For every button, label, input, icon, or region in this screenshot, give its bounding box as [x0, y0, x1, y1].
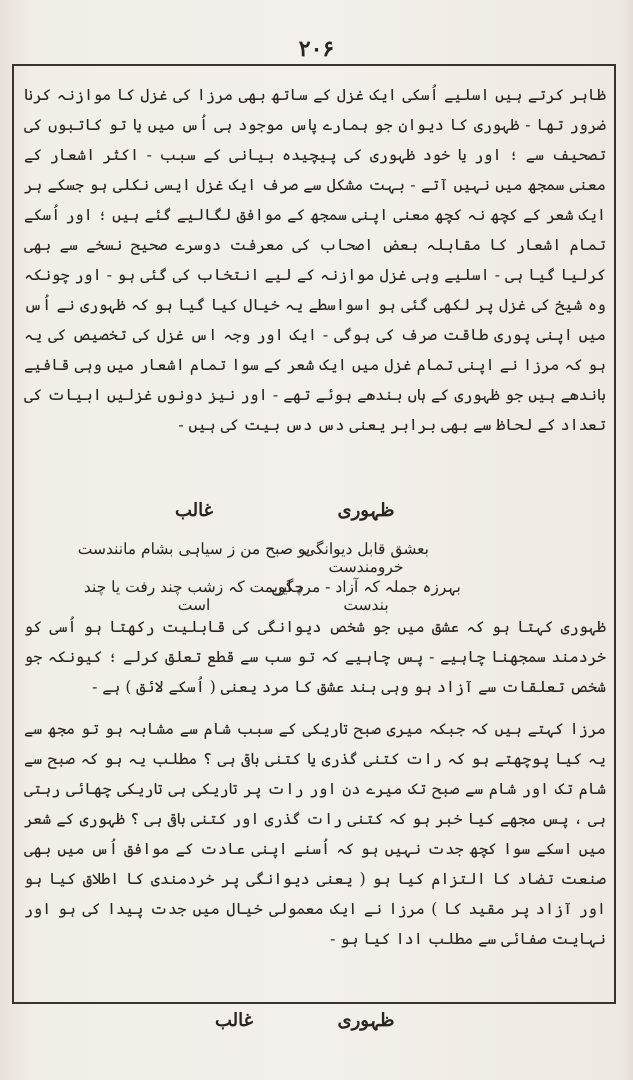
poets-heading	[24, 500, 606, 530]
ghalib-verse: بو صبح من ز سیاہی بشام مانندست	[77, 540, 311, 558]
paragraph: ظاہر کرتے ہیں اسلیے اُسکی ایک غزل کے ساتھ بھی مرزا کی غزل کا موازنہ کرنا ضرور تھا - ظہوری کا دیوان جو ہمارے پاس موجود ہی اُس میں یا تو کاتبوں کی تصحیف سے ؛ اور یا خود ظہوری کی پیچیدہ بیانی کے سبب - اکثر اشعار کے معنی سمجھ میں نہیں آتے - بہت مشکل سے صرف ایک غزل ایسی نکلی ہو جسکے ہر ایک شعر کے کچھ نہ کچھ معنی اپنی سمجھ کے موافق لگالیے گئے ہیں ؛ اور اُسکے تمام اشعار کا مقابلہ بعض اصحاب کی معرفت دوسرے صحیح نسخے سے بھی کرلیا گیا ہی - اسلیے وہی غزل موازنہ کے لیے انتخاب کی گئی ہو - اور چونکہ وہ شیخ کی غزل پر لکھی گئی ہو اسواسطے یہ خیال کیا گیا ہو کہ ظہوری نے اُس میں اپنی پوری طاقت صرف کی ہوگی - ایک اور وجہ اس غزل کی تخصیص کی یہ ہو کہ مرزا نے اپنی تمام غزل میں ایک شعر کے سوا تمام اشعار میں وہی قافیے باندھے ہیں جو ظہوری کے ہاں بندھے ہوئے تھے - اور نیز دونوں غزلیں ابیات کی تعداد کے لحاظ سے بھی برابر یعنی دس دس بیت کی ہیں -	[24, 86, 606, 434]
top-paragraph	[24, 80, 606, 440]
couplet-line	[24, 540, 606, 576]
zahuri-verse: بہرزہ جملہ کہ آزاد - مرد ایں بندست	[271, 578, 461, 614]
poet-name-ghalib: غالب	[214, 1010, 254, 1031]
page-number: ۲۰۶	[298, 36, 335, 62]
ghalib-verse: چگویمت کہ زشب چند رفت یا چند است	[83, 578, 305, 614]
poet-name-ghalib: غالب	[174, 500, 214, 521]
couplet-line	[24, 578, 606, 614]
poet-name-zahuri: ظہوری	[337, 1010, 395, 1031]
paragraph: ظہوری کہتا ہو کہ عشق میں جو شخص دیوانگی کی قابلیت رکھتا ہو اُسی کو خردمند سمجھنا چاہیے - پس چاہیے کہ تو سب سے قطع تعلق کرلے ؛ کیونکہ جو شخص تعلقات سے آزاد ہو وہی بند عشق کا مرد یعنی ( اُسکے لائق ) ہے -	[24, 618, 606, 696]
poet-name-zahuri: ظہوری	[337, 500, 395, 521]
commentary	[24, 612, 606, 954]
zahuri-verse: بعشق قابل دیوانگی خرومندست	[303, 540, 429, 576]
poets-footer	[24, 1010, 606, 1040]
paragraph: مرزا کہتے ہیں کہ جبکہ میری صبح تاریکی کے سبب شام سے مشابہ ہو تو مجھ سے یہ کیا پوچھتے ہو کہ رات کتنی گذری یا کتنی باقی ہی ؟ مطلب یہ ہو کہ صبح سے شام تک اور شام سے صبح تک میرے دن اور رات پر تاریکی ہی تاریکی چھائی رہتی ہی ، پس مجھے کیا خبر ہو کہ کتنی رات گذری اور کتنی باقی ہی ؟ ظہوری کے شعر میں اسکے سوا کچھ جدت نہیں ہو کہ اُسنے اپنی عادت کے موافق اُس میں بھی صنعت تضاد کا التزام کیا ہو ( یعنی دیوانگی پر خردمندی کا اطلاق کیا ہو اور آزاد پر مقید کا ) مرزا نے ایک معمولی خیال میں جدت پیدا کی ہو اور نہایت صفائی سے مطلب ادا کیا ہو -	[24, 720, 606, 948]
